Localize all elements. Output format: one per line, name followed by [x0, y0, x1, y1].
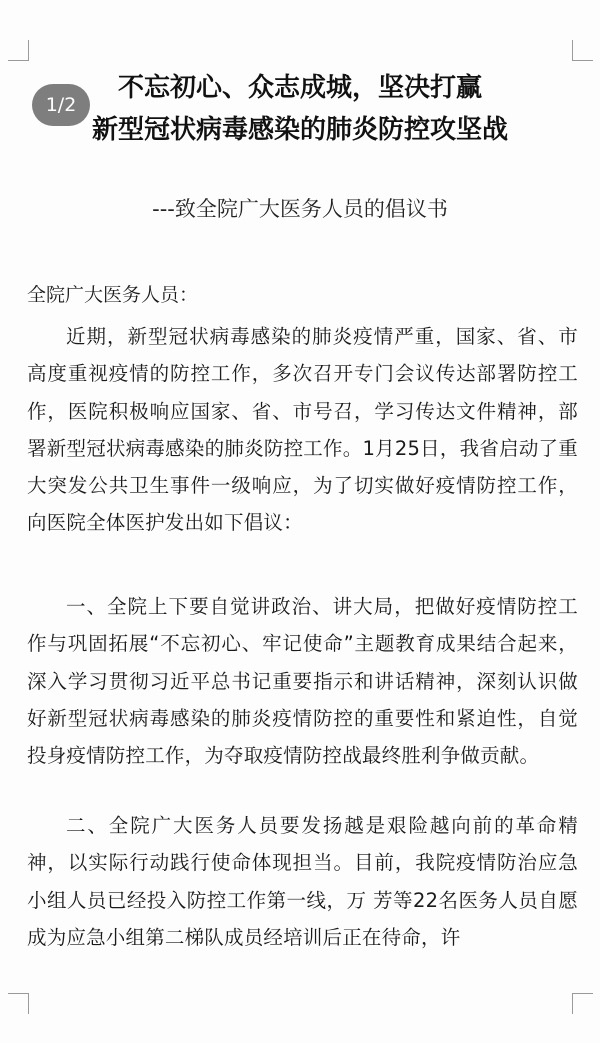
- crop-mark-top-right: [572, 40, 593, 61]
- body-paragraph-1: 近期，新型冠状病毒感染的肺炎疫情严重，国家、省、市高度重视疫情的防控工作，多次召开专门会议传达部署防控工作，医院积极响应国家、省、市号召，学习传达文件精神，部署新型冠状病毒感染的肺炎防控工作。1月25日，我省启动了重大突发公共卫生事件一级响应，为了切实做好疫情防控工作，向医院全体医护发出如下倡议：: [27, 325, 578, 535]
- document-subtitle: ---致全院广大医务人员的倡议书: [152, 197, 448, 221]
- body-paragraph-2: 一、全院上下要自觉讲政治、讲大局，把做好疫情防控工作与巩固拓展“不忘初心、牢记使命”主题教育成果结合起来，深入学习贯彻习近平总书记重要指示和讲话精神，深刻认识做好新型冠状病毒感染的肺炎疫情防控的重要性和紧迫性，自觉投身疫情防控工作，为夺取疫情防控战最终胜利争做贡献。: [27, 595, 578, 768]
- document-title-line-2: 新型冠状病毒感染的肺炎防控攻坚战: [91, 115, 508, 145]
- body-paragraph-3: 二、全院广大医务人员要发扬越是艰险越向前的革命精神，以实际行动践行使命体现担当。目前，我院疫情防治应急小组人员已经投入防控工作第一线，万 芳等22名医务人员自愿成为应急小组第二梯队成员经培训后正在待命，许: [27, 814, 578, 949]
- document-title-line-1: 不忘初心、众志成城，坚决打赢: [117, 73, 482, 103]
- page-indicator-badge: 1/2: [32, 84, 90, 126]
- salutation: 全院广大医务人员：: [27, 284, 199, 306]
- crop-mark-bottom-left: [8, 993, 29, 1014]
- crop-mark-bottom-right: [572, 993, 593, 1014]
- crop-mark-top-left: [8, 40, 29, 61]
